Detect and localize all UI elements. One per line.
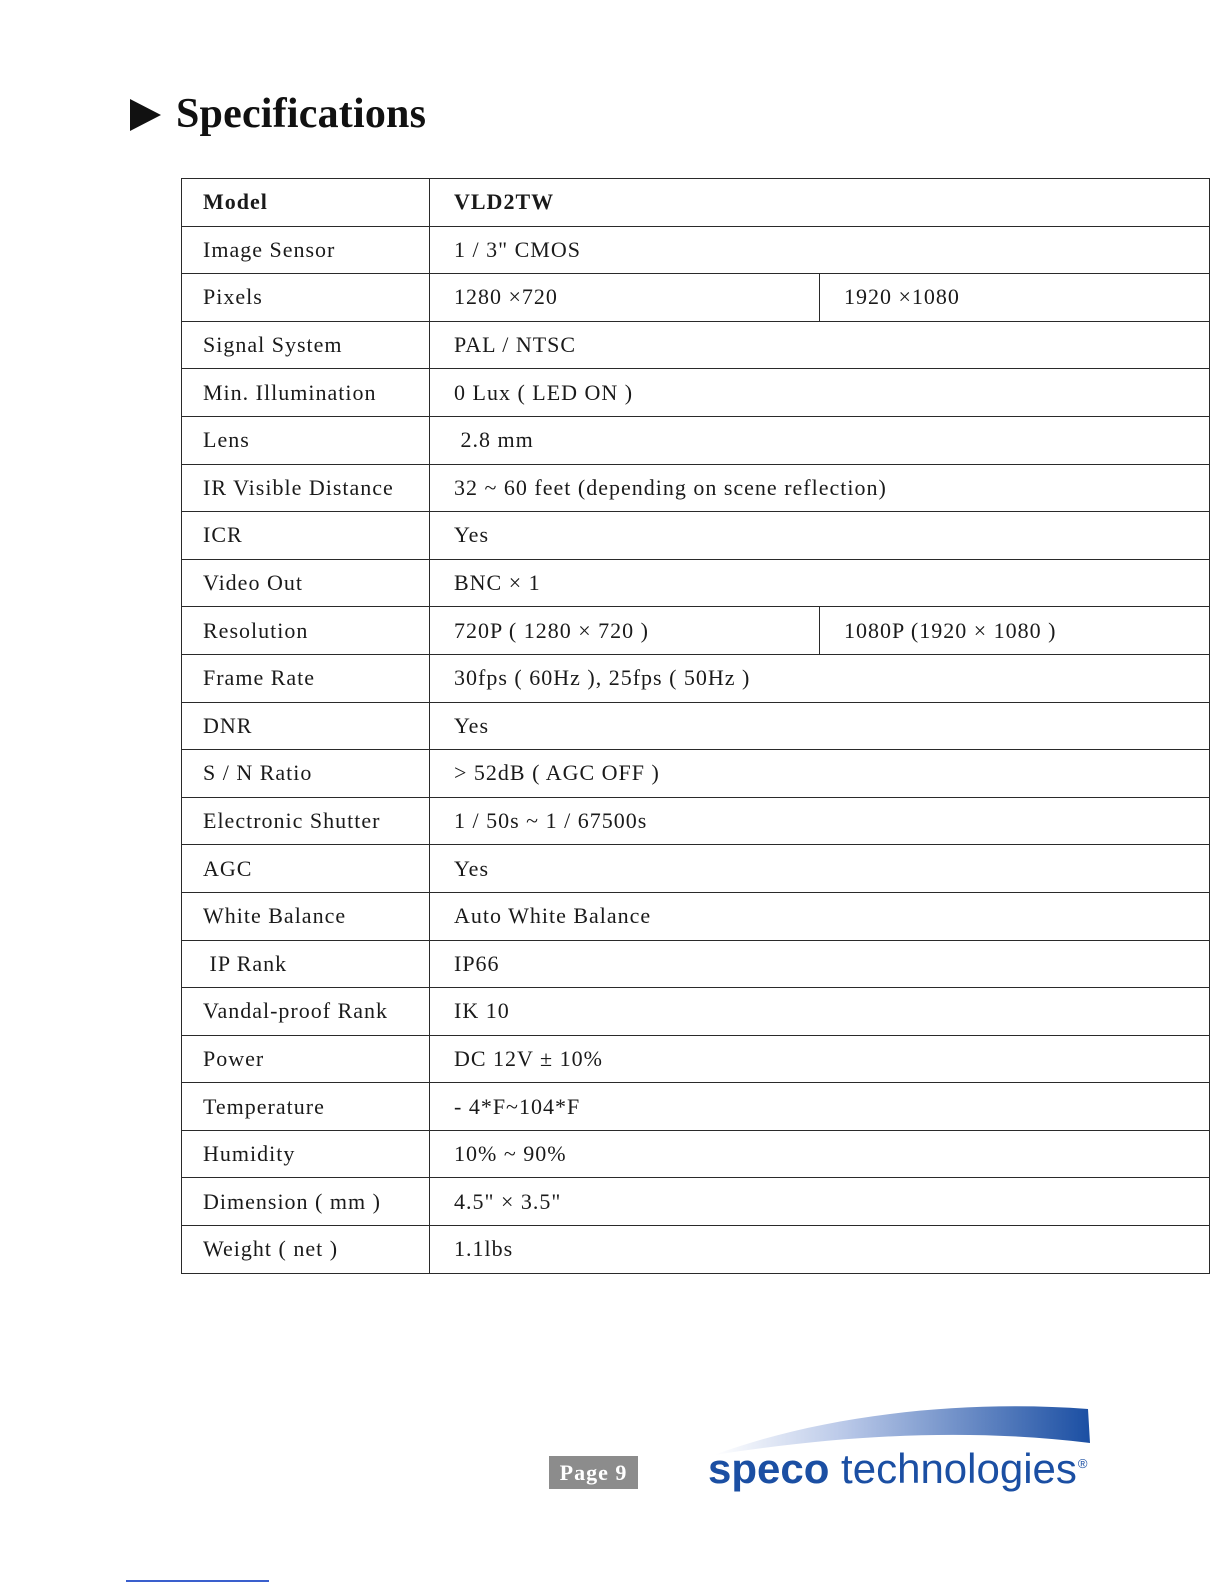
spec-value: IP66 <box>430 940 1210 988</box>
spec-value: PAL / NTSC <box>430 321 1210 369</box>
section-heading <box>130 84 426 144</box>
table-row <box>182 892 1210 940</box>
spec-label: Electronic Shutter <box>182 797 430 845</box>
table-row <box>182 1178 1210 1226</box>
table-row <box>182 416 1210 464</box>
spec-label: AGC <box>182 845 430 893</box>
table-row <box>182 988 1210 1036</box>
spec-label: Humidity <box>182 1130 430 1178</box>
spec-value: DC 12V ± 10% <box>430 1035 1210 1083</box>
spec-label: Signal System <box>182 321 430 369</box>
spec-value: - 4*F~104*F <box>430 1083 1210 1131</box>
spec-label: DNR <box>182 702 430 750</box>
specifications-table <box>181 178 1210 1274</box>
spec-value: 2.8 mm <box>430 416 1210 464</box>
spec-value: 720P ( 1280 × 720 ) <box>430 607 820 655</box>
table-row <box>182 274 1210 322</box>
spec-label: Resolution <box>182 607 430 655</box>
spec-value: 1 / 50s ~ 1 / 67500s <box>430 797 1210 845</box>
page-number-badge: Page 9 <box>549 1456 638 1489</box>
spec-label: White Balance <box>182 892 430 940</box>
triangle-bullet-icon <box>130 99 161 131</box>
registered-mark: ® <box>1077 1456 1088 1471</box>
table-row <box>182 750 1210 798</box>
spec-value: > 52dB ( AGC OFF ) <box>430 750 1210 798</box>
table-row <box>182 654 1210 702</box>
speco-technologies-logo <box>706 1403 1096 1499</box>
spec-value: VLD2TW <box>430 179 1210 227</box>
table-row <box>182 321 1210 369</box>
spec-label: Video Out <box>182 559 430 607</box>
spec-value-alt: 1920 ×1080 <box>820 274 1210 322</box>
spec-label: Dimension ( mm ) <box>182 1178 430 1226</box>
spec-label: Weight ( net ) <box>182 1226 430 1274</box>
spec-value: Auto White Balance <box>430 892 1210 940</box>
table-row <box>182 226 1210 274</box>
spec-label: IP Rank <box>182 940 430 988</box>
table-row <box>182 512 1210 560</box>
spec-value: 1280 ×720 <box>430 274 820 322</box>
logo-wordmark <box>708 1445 1088 1493</box>
table-row <box>182 464 1210 512</box>
table-row <box>182 1226 1210 1274</box>
spec-value: 1.1lbs <box>430 1226 1210 1274</box>
spec-label: IR Visible Distance <box>182 464 430 512</box>
table-row <box>182 1035 1210 1083</box>
spec-value: Yes <box>430 845 1210 893</box>
table-row <box>182 845 1210 893</box>
spec-label: Min. Illumination <box>182 369 430 417</box>
spec-label: ICR <box>182 512 430 560</box>
spec-value: 10% ~ 90% <box>430 1130 1210 1178</box>
table-row <box>182 559 1210 607</box>
spec-label: Model <box>182 179 430 227</box>
table-row-model <box>182 179 1210 227</box>
bottom-link-underline <box>126 1580 269 1582</box>
spec-value: Yes <box>430 702 1210 750</box>
spec-value: 0 Lux ( LED ON ) <box>430 369 1210 417</box>
spec-value: 4.5" × 3.5" <box>430 1178 1210 1226</box>
page-title: Specifications <box>176 91 427 137</box>
spec-label: S / N Ratio <box>182 750 430 798</box>
spec-value: IK 10 <box>430 988 1210 1036</box>
spec-label: Vandal-proof Rank <box>182 988 430 1036</box>
spec-value: 1 / 3" CMOS <box>430 226 1210 274</box>
spec-value: 32 ~ 60 feet (depending on scene reflection) <box>430 464 1210 512</box>
spec-value: BNC × 1 <box>430 559 1210 607</box>
spec-label: Temperature <box>182 1083 430 1131</box>
table-row <box>182 940 1210 988</box>
spec-label: Frame Rate <box>182 654 430 702</box>
table-row <box>182 797 1210 845</box>
logo-brand: speco <box>708 1445 830 1492</box>
spec-label: Power <box>182 1035 430 1083</box>
spec-value: 30fps ( 60Hz ), 25fps ( 50Hz ) <box>430 654 1210 702</box>
spec-label: Pixels <box>182 274 430 322</box>
table-row <box>182 1130 1210 1178</box>
table-row <box>182 369 1210 417</box>
table-row <box>182 607 1210 655</box>
table-row <box>182 1083 1210 1131</box>
spec-label: Lens <box>182 416 430 464</box>
spec-value: Yes <box>430 512 1210 560</box>
table-row <box>182 702 1210 750</box>
logo-suffix: technologies <box>829 1445 1077 1492</box>
spec-label: Image Sensor <box>182 226 430 274</box>
spec-value-alt: 1080P (1920 × 1080 ) <box>820 607 1210 655</box>
